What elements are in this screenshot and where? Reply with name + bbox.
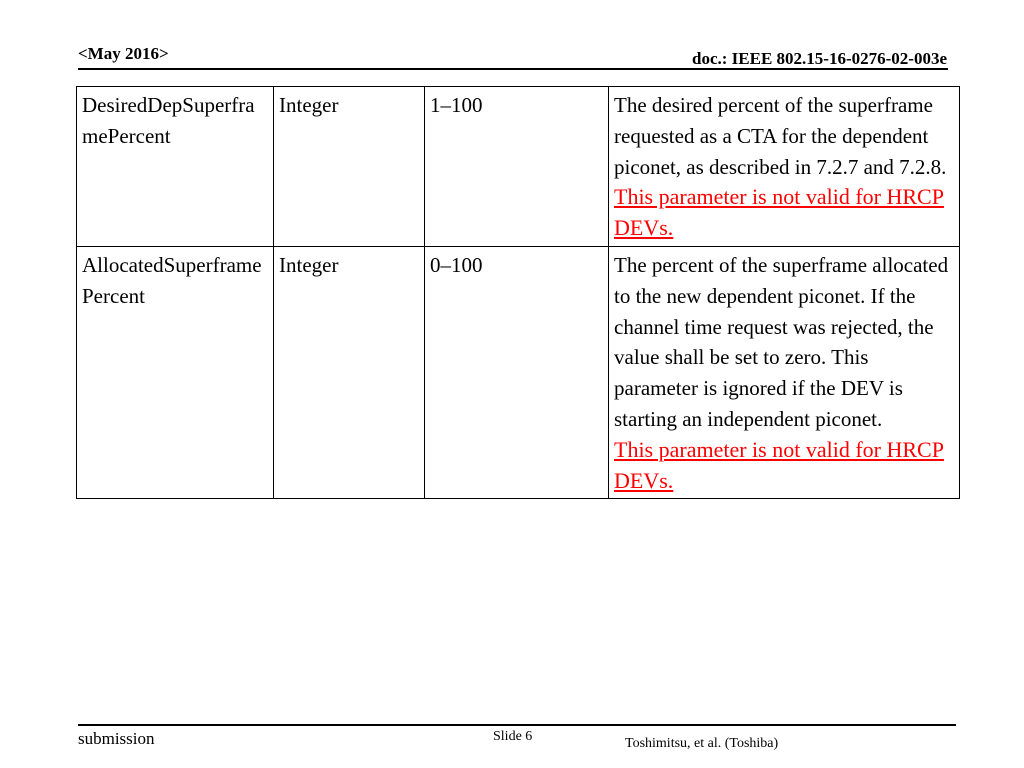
hrcp-note: This parameter is not valid for HRCP DEVs. bbox=[614, 436, 944, 493]
footer-divider bbox=[78, 724, 956, 726]
table-row bbox=[77, 87, 960, 247]
parameter-description-cell bbox=[609, 246, 960, 498]
parameter-name-cell: AllocatedSuperframePercent bbox=[77, 246, 274, 498]
footer-author: Toshimitsu, et al. (Toshiba) bbox=[625, 736, 779, 751]
hrcp-note: This parameter is not valid for HRCP DEVs. bbox=[614, 184, 944, 241]
description-text: The desired percent of the superframe requested as a CTA for the dependent piconet, as described in 7.2.7 and 7.2.8. bbox=[614, 93, 947, 179]
header-date: <May 2016> bbox=[78, 44, 169, 63]
footer-submission: submission bbox=[78, 729, 155, 748]
parameter-name-cell: DesiredDepSuperframePercent bbox=[77, 87, 274, 247]
description-text: The percent of the superframe allocated to the new dependent piconet. If the channel time request was rejected, the value shall be set to zero. This parameter is ignored if the DEV is starting an independent piconet. bbox=[614, 252, 949, 431]
header-divider bbox=[78, 68, 948, 70]
table-row bbox=[77, 246, 960, 498]
parameter-table bbox=[76, 86, 960, 499]
parameter-range-cell: 0–100 bbox=[425, 246, 609, 498]
parameter-description-cell bbox=[609, 87, 960, 247]
document-id: doc.: IEEE 802.15-16-0276-02-003e bbox=[692, 49, 947, 68]
parameter-type-cell: Integer bbox=[274, 87, 425, 247]
parameter-type-cell: Integer bbox=[274, 246, 425, 498]
slide-number: Slide 6 bbox=[493, 729, 533, 744]
parameter-range-cell: 1–100 bbox=[425, 87, 609, 247]
